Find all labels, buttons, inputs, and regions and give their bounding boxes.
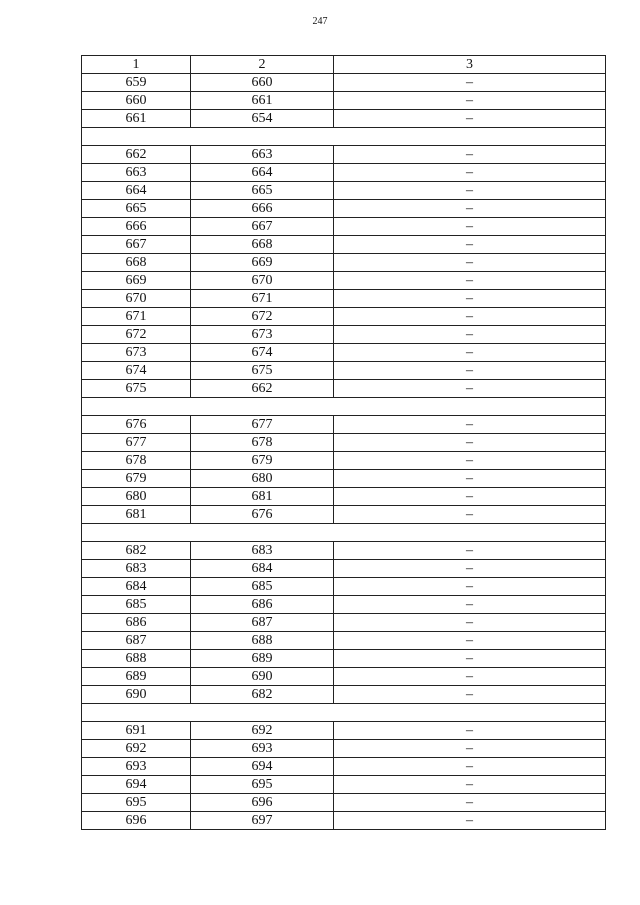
table-cell-col-3: – xyxy=(334,164,606,182)
table-cell-col-2: 690 xyxy=(191,668,334,686)
table-cell-col-3: – xyxy=(334,776,606,794)
table-row xyxy=(82,578,606,596)
table-row xyxy=(82,236,606,254)
table-cell-col-3: – xyxy=(334,506,606,524)
table-cell-col-3: – xyxy=(334,740,606,758)
table-cell-col-3: – xyxy=(334,812,606,830)
table-row xyxy=(82,488,606,506)
table-cell-col-1: 690 xyxy=(82,686,191,704)
table-row xyxy=(82,758,606,776)
group-separator-cell xyxy=(82,704,606,722)
table-row xyxy=(82,344,606,362)
table-row xyxy=(82,812,606,830)
table-cell-col-3: – xyxy=(334,290,606,308)
table-row xyxy=(82,470,606,488)
table-cell-col-3: – xyxy=(334,794,606,812)
table-cell-col-1: 677 xyxy=(82,434,191,452)
table-cell-col-3: – xyxy=(334,632,606,650)
table-row xyxy=(82,362,606,380)
table-row xyxy=(82,776,606,794)
table-cell-col-2: 694 xyxy=(191,758,334,776)
table-cell-col-1: 691 xyxy=(82,722,191,740)
table-cell-col-1: 679 xyxy=(82,470,191,488)
table-cell-col-1: 672 xyxy=(82,326,191,344)
table-cell-col-1: 665 xyxy=(82,200,191,218)
table-cell-col-3: – xyxy=(334,200,606,218)
table-cell-col-3: – xyxy=(334,254,606,272)
table-row xyxy=(82,290,606,308)
page-number: 247 xyxy=(312,16,328,27)
group-separator-cell xyxy=(82,524,606,542)
table-cell-col-3: – xyxy=(334,362,606,380)
table-cell-col-2: 668 xyxy=(191,236,334,254)
group-separator-row xyxy=(82,704,606,722)
table-row xyxy=(82,722,606,740)
table-row xyxy=(82,794,606,812)
table-cell-col-3: – xyxy=(334,92,606,110)
table-cell-col-2: 693 xyxy=(191,740,334,758)
table-row xyxy=(82,596,606,614)
table-cell-col-2: 697 xyxy=(191,812,334,830)
table-row xyxy=(82,254,606,272)
table-cell-col-1: 667 xyxy=(82,236,191,254)
table-cell-col-1: 683 xyxy=(82,560,191,578)
table-cell-col-2: 679 xyxy=(191,452,334,470)
table-row xyxy=(82,326,606,344)
table-cell-col-2: 676 xyxy=(191,506,334,524)
table-row xyxy=(82,200,606,218)
table-cell-col-3: – xyxy=(334,560,606,578)
table-cell-col-2: 666 xyxy=(191,200,334,218)
table-cell-col-2: 672 xyxy=(191,308,334,326)
table-row xyxy=(82,542,606,560)
table-cell-col-1: 693 xyxy=(82,758,191,776)
table-cell-col-3: – xyxy=(334,416,606,434)
table-cell-col-2: 669 xyxy=(191,254,334,272)
table-row xyxy=(82,560,606,578)
table-row xyxy=(82,686,606,704)
table-cell-col-1: 669 xyxy=(82,272,191,290)
table-cell-col-3: – xyxy=(334,218,606,236)
table-cell-col-1: 676 xyxy=(82,416,191,434)
table-cell-col-1: 684 xyxy=(82,578,191,596)
table-cell-col-3: – xyxy=(334,272,606,290)
table-cell-col-3: – xyxy=(334,542,606,560)
table-cell-col-1: 664 xyxy=(82,182,191,200)
table-cell-col-2: 695 xyxy=(191,776,334,794)
table-row xyxy=(82,308,606,326)
table-cell-col-1: 692 xyxy=(82,740,191,758)
table-cell-col-1: 687 xyxy=(82,632,191,650)
table-cell-col-3: – xyxy=(334,326,606,344)
table-cell-col-1: 674 xyxy=(82,362,191,380)
group-separator-cell xyxy=(82,398,606,416)
table-row xyxy=(82,74,606,92)
table-cell-col-2: 664 xyxy=(191,164,334,182)
table-cell-col-1: 695 xyxy=(82,794,191,812)
table-cell-col-2: 671 xyxy=(191,290,334,308)
table-cell-col-1: 682 xyxy=(82,542,191,560)
table-cell-col-3: – xyxy=(334,686,606,704)
table-cell-col-1: 685 xyxy=(82,596,191,614)
table-row xyxy=(82,164,606,182)
table-row xyxy=(82,434,606,452)
table-cell-col-1: 675 xyxy=(82,380,191,398)
table-cell-col-1: 696 xyxy=(82,812,191,830)
table-cell-col-1: 661 xyxy=(82,110,191,128)
table-cell-col-2: 687 xyxy=(191,614,334,632)
table-cell-col-3: – xyxy=(334,614,606,632)
data-table xyxy=(81,55,606,830)
table-cell-col-2: 684 xyxy=(191,560,334,578)
table-row xyxy=(82,668,606,686)
table-cell-col-2: 696 xyxy=(191,794,334,812)
table-cell-col-3: – xyxy=(334,308,606,326)
table-cell-col-1: 670 xyxy=(82,290,191,308)
table-cell-col-3: – xyxy=(334,74,606,92)
group-separator-cell xyxy=(82,128,606,146)
table-row xyxy=(82,506,606,524)
table-cell-col-3: – xyxy=(334,758,606,776)
table-cell-col-2: 677 xyxy=(191,416,334,434)
table-row xyxy=(82,92,606,110)
table-cell-col-2: 663 xyxy=(191,146,334,164)
table-cell-col-1: 668 xyxy=(82,254,191,272)
table-cell-col-1: 678 xyxy=(82,452,191,470)
group-separator-row xyxy=(82,524,606,542)
table-row xyxy=(82,452,606,470)
table-cell-col-1: 694 xyxy=(82,776,191,794)
table-cell-col-2: 692 xyxy=(191,722,334,740)
table-cell-col-2: 667 xyxy=(191,218,334,236)
table-cell-col-3: – xyxy=(334,488,606,506)
table-cell-col-2: 688 xyxy=(191,632,334,650)
group-separator-row xyxy=(82,398,606,416)
table-cell-col-1: 673 xyxy=(82,344,191,362)
table-cell-col-3: – xyxy=(334,110,606,128)
table-cell-col-3: – xyxy=(334,146,606,164)
table-cell-col-1: 688 xyxy=(82,650,191,668)
table-row xyxy=(82,272,606,290)
table-cell-col-3: – xyxy=(334,650,606,668)
table-cell-col-3: – xyxy=(334,470,606,488)
table-cell-col-2: 689 xyxy=(191,650,334,668)
table-cell-col-1: 662 xyxy=(82,146,191,164)
table-row xyxy=(82,632,606,650)
table-cell-col-1: 689 xyxy=(82,668,191,686)
table-row xyxy=(82,614,606,632)
table-cell-col-2: 685 xyxy=(191,578,334,596)
table-cell-col-3: – xyxy=(334,182,606,200)
table-cell-col-2: 670 xyxy=(191,272,334,290)
table-cell-col-1: 686 xyxy=(82,614,191,632)
table-cell-col-2: 686 xyxy=(191,596,334,614)
cycle-table xyxy=(81,55,605,830)
table-cell-col-2: 660 xyxy=(191,74,334,92)
table-cell-col-3: – xyxy=(334,722,606,740)
table-cell-col-2: 681 xyxy=(191,488,334,506)
table-cell-col-2: 662 xyxy=(191,380,334,398)
table-cell-col-3: – xyxy=(334,596,606,614)
table-row xyxy=(82,110,606,128)
table-cell-col-1: 681 xyxy=(82,506,191,524)
table-cell-col-1: 660 xyxy=(82,92,191,110)
table-cell-col-1: 666 xyxy=(82,218,191,236)
table-row xyxy=(82,380,606,398)
table-row xyxy=(82,740,606,758)
column-header-1: 1 xyxy=(82,56,191,74)
table-cell-col-2: 673 xyxy=(191,326,334,344)
table-cell-col-2: 682 xyxy=(191,686,334,704)
table-cell-col-3: – xyxy=(334,236,606,254)
table-cell-col-2: 678 xyxy=(191,434,334,452)
column-header-2: 2 xyxy=(191,56,334,74)
table-cell-col-2: 665 xyxy=(191,182,334,200)
table-cell-col-1: 671 xyxy=(82,308,191,326)
table-cell-col-2: 661 xyxy=(191,92,334,110)
table-cell-col-1: 663 xyxy=(82,164,191,182)
table-cell-col-3: – xyxy=(334,578,606,596)
table-row xyxy=(82,416,606,434)
table-row xyxy=(82,218,606,236)
table-cell-col-2: 674 xyxy=(191,344,334,362)
table-cell-col-3: – xyxy=(334,344,606,362)
table-row xyxy=(82,146,606,164)
table-cell-col-2: 680 xyxy=(191,470,334,488)
table-body xyxy=(82,56,606,830)
table-cell-col-2: 683 xyxy=(191,542,334,560)
table-row xyxy=(82,650,606,668)
table-row xyxy=(82,182,606,200)
table-cell-col-3: – xyxy=(334,668,606,686)
table-cell-col-1: 659 xyxy=(82,74,191,92)
table-cell-col-3: – xyxy=(334,452,606,470)
table-cell-col-3: – xyxy=(334,380,606,398)
column-header-3: 3 xyxy=(334,56,606,74)
group-separator-row xyxy=(82,128,606,146)
table-cell-col-2: 675 xyxy=(191,362,334,380)
header-row xyxy=(82,56,606,74)
table-cell-col-3: – xyxy=(334,434,606,452)
table-cell-col-1: 680 xyxy=(82,488,191,506)
table-cell-col-2: 654 xyxy=(191,110,334,128)
